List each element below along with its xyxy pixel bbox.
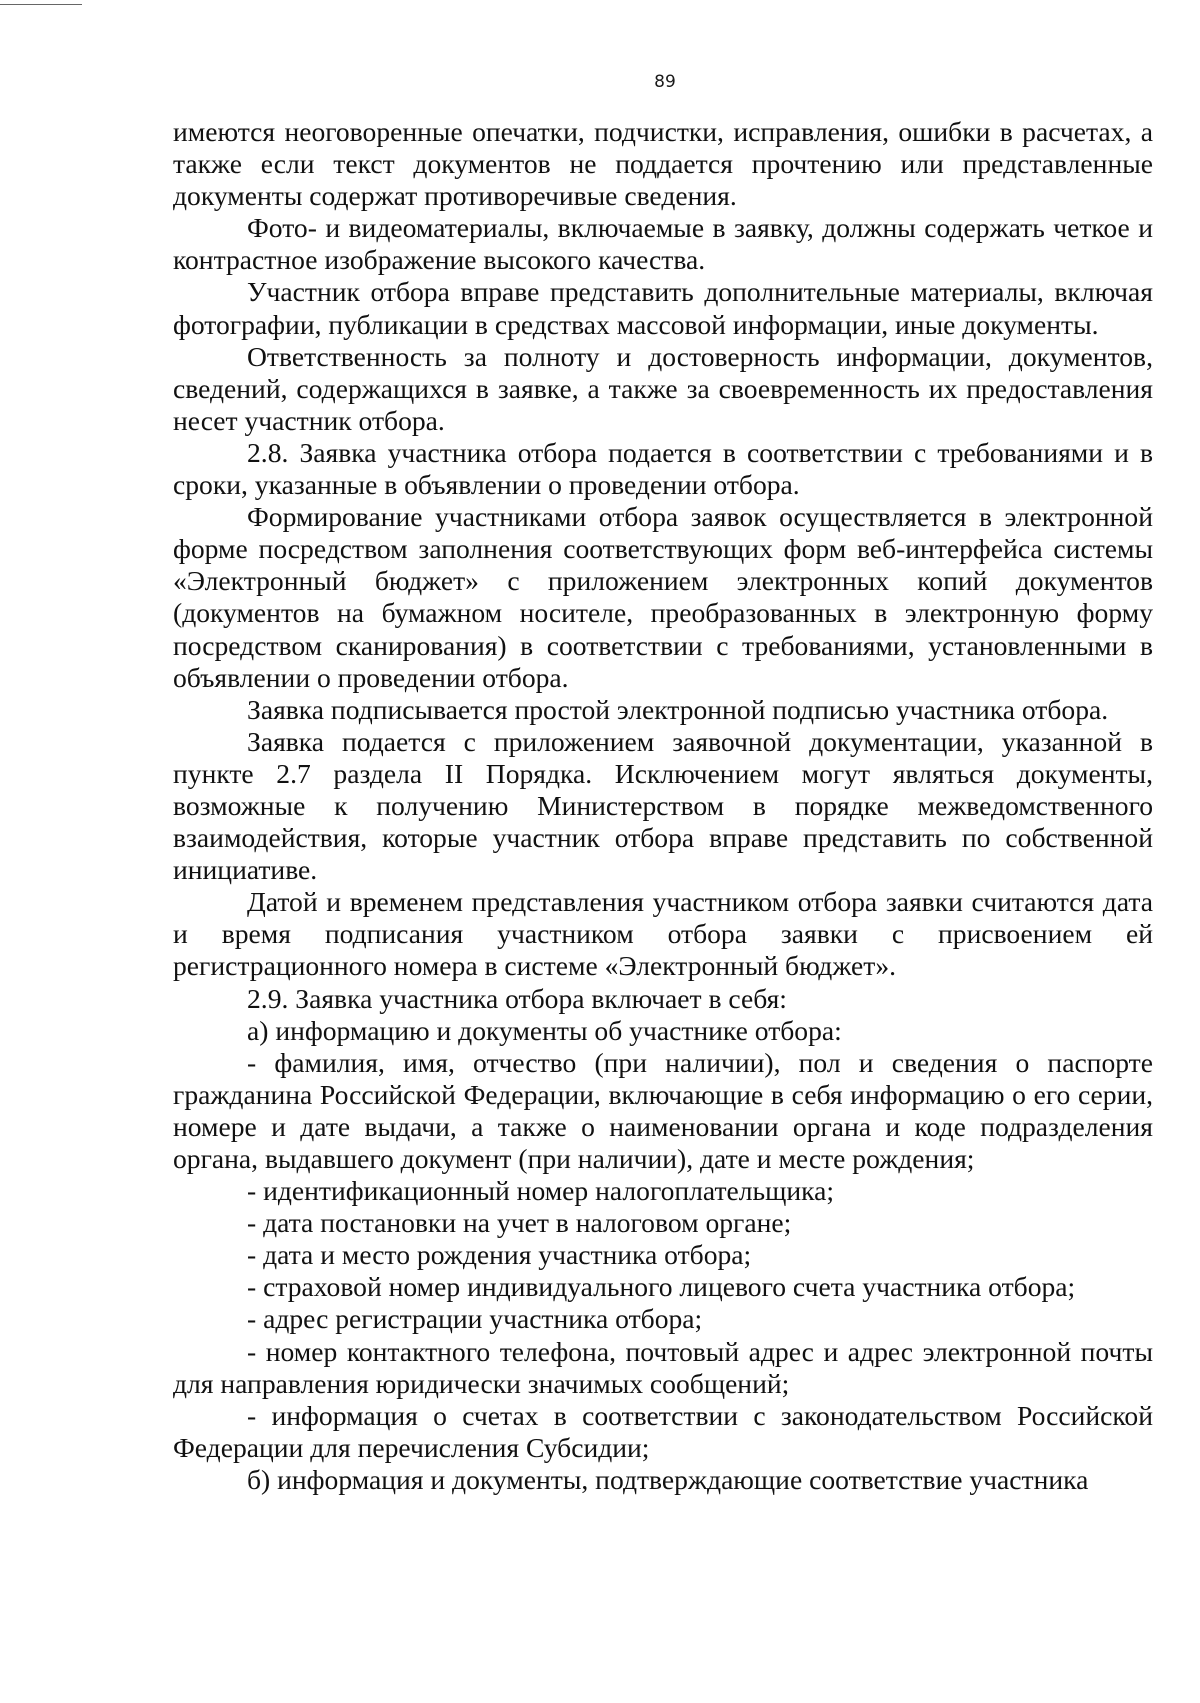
list-item: - страховой номер индивидуального лицевого счета участника отбора; — [247, 1271, 1076, 1303]
paragraph: Участник отбора вправе представить дополнительные материалы, включая фотографии, публикации в средствах массовой информации, иные документы. — [173, 276, 1153, 340]
page-number: 89 — [654, 72, 676, 92]
paragraph: Фото- и видеоматериалы, включаемые в заявку, должны содержать четкое и контрастное изображение высокого качества. — [173, 212, 1153, 276]
paragraph: 2.9. Заявка участника отбора включает в себя: — [247, 982, 787, 1014]
paragraph: Датой и временем представления участником отбора заявки считаются дата и время подписания участником отбора заявки с присвоением ей регистрационного номера в системе «Электронный бюджет». — [173, 886, 1153, 982]
list-item: - фамилия, имя, отчество (при наличии), пол и сведения о паспорте гражданина Российской Федерации, включающие в себя информацию о его серии, номере и дате выдачи, а также о наименовании органа и коде подразделения органа, выдавшего документ (при наличии), дате и месте рождения; — [173, 1046, 1153, 1174]
paragraph: 2.8. Заявка участника отбора подается в соответствии с требованиями и в сроки, указанные в объявлении о проведении отбора. — [173, 436, 1153, 501]
list-item: - номер контактного телефона, почтовый адрес и адрес электронной почты для направления юридически значимых сообщений; — [173, 1335, 1153, 1399]
paragraph: б) информация и документы, подтверждающие соответствие участника — [247, 1463, 1089, 1495]
paragraph: Заявка подается с приложением заявочной документации, указанной в пункте 2.7 раздела II Порядка. Исключением могут являться документы, возможные к получению Министерством в порядке межведомственного взаимодействия, которые участник отбора вправе представить по собственной инициативе. — [173, 725, 1153, 886]
document-body — [173, 116, 1153, 1496]
list-item: - адрес регистрации участника отбора; — [247, 1303, 703, 1335]
paragraph: Заявка подписывается простой электронной подписью участника отбора. — [247, 693, 1109, 725]
paragraph: Формирование участниками отбора заявок осуществляется в электронной форме посредством заполнения соответствующих форм веб-интерфейса системы «Электронный бюджет» с приложением электронных копий документов (документов на бумажном носителе, преобразованных в электронную форму посредством сканирования) в соответствии с требованиями, установленными в объявлении о проведении отбора. — [173, 501, 1153, 693]
scan-corner-line — [0, 4, 82, 5]
list-item: - информация о счетах в соответствии с законодательством Российской Федерации для перечисления Субсидии; — [173, 1399, 1153, 1463]
list-item: - дата постановки на учет в налоговом органе; — [247, 1207, 792, 1239]
list-item: - дата и место рождения участника отбора; — [247, 1239, 752, 1271]
paragraph: Ответственность за полноту и достоверность информации, документов, сведений, содержащихся в заявке, а также за своевременность их предоставления несет участник отбора. — [173, 340, 1153, 436]
list-item: - идентификационный номер налогоплательщика; — [247, 1175, 835, 1207]
paragraph: а) информацию и документы об участнике отбора: — [247, 1014, 842, 1046]
paragraph-continuation: имеются неоговоренные опечатки, подчистки, исправления, ошибки в расчетах, а также если текст документов не поддается прочтению или представленные документы содержат противоречивые сведения. — [173, 116, 1153, 212]
